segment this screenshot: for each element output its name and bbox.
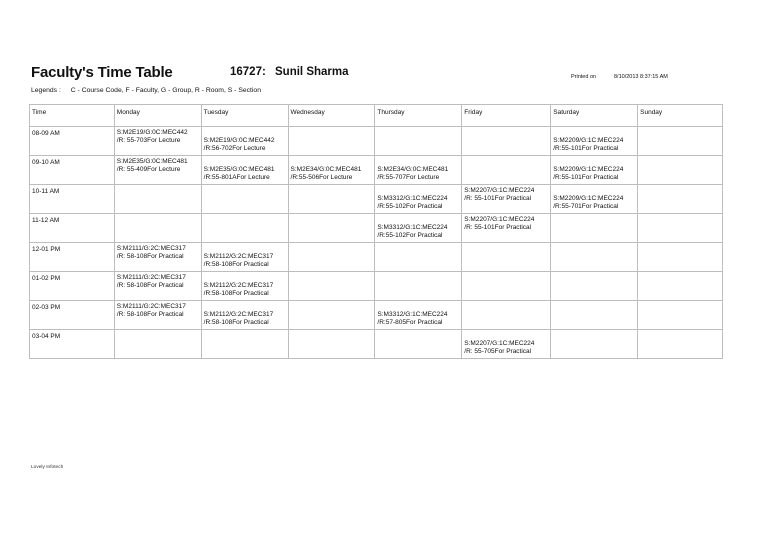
footer-text: Lovely Infotech xyxy=(31,465,64,470)
cell-friday xyxy=(462,127,551,156)
table-row xyxy=(30,272,723,301)
printed-on-value: 8/10/2013 8:37:15 AM xyxy=(614,74,668,80)
cell-tuesday xyxy=(201,272,288,301)
cell-friday xyxy=(462,330,551,359)
cell-wednesday xyxy=(288,301,375,330)
class-entry-line: S:M2E35/G:0C:MEC481 xyxy=(116,158,188,165)
cell-monday xyxy=(114,301,201,330)
cell-thursday xyxy=(375,243,462,272)
column-header-saturday: Saturday xyxy=(551,105,638,127)
class-entry-line: S:M2111/G:2C:MEC317 xyxy=(116,245,186,252)
cell-tuesday xyxy=(201,330,288,359)
faculty-name: Sunil Sharma xyxy=(275,66,349,78)
time-slot: 01-02 PM xyxy=(30,272,115,301)
legends-text: C - Course Code, F - Faculty, G - Group, R - Room, S - Section xyxy=(70,87,261,94)
cell-sunday xyxy=(638,330,723,359)
class-entry-line: /R:55-102For Practical xyxy=(377,232,443,240)
table-row xyxy=(30,301,723,330)
column-header-time: Time xyxy=(30,105,115,127)
cell-saturday xyxy=(551,127,638,156)
cell-monday xyxy=(114,127,201,156)
class-entry-line: S:M2E34/G:0C:MEC481 xyxy=(377,166,449,174)
cell-tuesday xyxy=(201,243,288,272)
cell-wednesday xyxy=(288,214,375,243)
class-entry-line xyxy=(377,216,459,224)
table-row xyxy=(30,330,723,359)
class-entry-line xyxy=(553,187,635,195)
class-entry-line: /R: 58-108For Practical xyxy=(116,282,184,290)
cell-wednesday xyxy=(288,127,375,156)
cell-saturday xyxy=(551,185,638,214)
cell-thursday xyxy=(375,156,462,185)
class-entry-line: S:M2112/G:2C:MEC317 xyxy=(203,311,274,319)
class-entry-line: /R:56-702For Lecture xyxy=(203,145,266,153)
time-slot: 12-01 PM xyxy=(30,243,115,272)
cell-friday xyxy=(462,272,551,301)
column-header-tuesday: Tuesday xyxy=(201,105,288,127)
class-entry-line: /R: 58-108For Practical xyxy=(116,311,184,319)
class-entry-line: S:M3312/G:1C:MEC224 xyxy=(377,311,448,319)
class-entry-line: /R:58-108For Practical xyxy=(203,319,269,327)
cell-thursday xyxy=(375,301,462,330)
class-entry-line: /R: 55-409For Lecture xyxy=(116,166,181,174)
class-entry-line: S:M2207/G:1C:MEC224 xyxy=(464,216,535,223)
time-slot: 03-04 PM xyxy=(30,330,115,359)
legends-label: Legends : xyxy=(31,87,61,94)
class-entry-line: S:M3312/G:1C:MEC224 xyxy=(377,224,448,232)
cell-friday xyxy=(462,214,551,243)
class-entry-line: S:M2111/G:2C:MEC317 xyxy=(116,274,186,281)
class-entry-line: S:M2E34/G:0C:MEC481 xyxy=(290,166,362,174)
class-entry-line xyxy=(204,274,286,282)
time-slot: 09-10 AM xyxy=(30,156,115,185)
cell-thursday xyxy=(375,127,462,156)
class-entry-line xyxy=(553,129,635,137)
class-entry-line: /R:55-801AFor Lecture xyxy=(203,174,270,182)
class-entry-line: S:M3312/G:1C:MEC224 xyxy=(377,195,448,203)
class-entry-line: /R: 55-705For Practical xyxy=(464,348,532,356)
cell-thursday xyxy=(375,214,462,243)
legends xyxy=(31,87,261,94)
cell-sunday xyxy=(638,127,723,156)
cell-wednesday xyxy=(288,156,375,185)
cell-sunday xyxy=(638,156,723,185)
class-entry-line: S:M2209/G:1C:MEC224 xyxy=(553,137,624,145)
column-header-wednesday: Wednesday xyxy=(288,105,375,127)
class-entry-line: /R: 58-108For Practical xyxy=(116,253,184,261)
cell-friday xyxy=(462,243,551,272)
header-row xyxy=(30,105,723,127)
cell-thursday xyxy=(375,330,462,359)
cell-saturday xyxy=(551,214,638,243)
class-entry-line: /R:55-102For Practical xyxy=(377,203,443,211)
table-row xyxy=(30,185,723,214)
faculty-heading xyxy=(230,66,349,78)
cell-sunday xyxy=(638,214,723,243)
cell-friday xyxy=(462,301,551,330)
class-entry-line xyxy=(377,187,459,195)
class-entry-line: /R: 55-101For Practical xyxy=(464,224,532,232)
timetable-body xyxy=(30,127,723,359)
class-entry-line xyxy=(377,158,459,166)
class-entry-line: /R:58-108For Practical xyxy=(203,290,269,298)
class-entry-line xyxy=(204,245,286,253)
class-entry-line: /R:55-101For Practical xyxy=(553,174,619,182)
cell-monday xyxy=(114,243,201,272)
cell-friday xyxy=(462,185,551,214)
cell-saturday xyxy=(551,156,638,185)
class-entry-line: S:M2E35/G:0C:MEC481 xyxy=(203,166,275,174)
cell-tuesday xyxy=(201,214,288,243)
cell-sunday xyxy=(638,185,723,214)
cell-wednesday xyxy=(288,272,375,301)
time-slot: 02-03 PM xyxy=(30,301,115,330)
class-entry-line xyxy=(204,129,286,137)
cell-sunday xyxy=(638,301,723,330)
class-entry-line: S:M2111/G:2C:MEC317 xyxy=(116,303,186,310)
class-entry-line xyxy=(553,158,635,166)
cell-sunday xyxy=(638,272,723,301)
cell-tuesday xyxy=(201,156,288,185)
class-entry-line: /R:55-701For Practical xyxy=(553,203,619,211)
cell-thursday xyxy=(375,272,462,301)
column-header-thursday: Thursday xyxy=(375,105,462,127)
cell-saturday xyxy=(551,272,638,301)
cell-friday xyxy=(462,156,551,185)
class-entry-line: S:M2209/G:1C:MEC224 xyxy=(553,166,624,174)
class-entry-line: S:M2E19/G:0C:MEC442 xyxy=(116,129,188,136)
cell-saturday xyxy=(551,330,638,359)
column-header-friday: Friday xyxy=(462,105,551,127)
timetable xyxy=(29,104,723,359)
class-entry-line xyxy=(204,303,286,311)
class-entry-line xyxy=(204,158,286,166)
class-entry-line: /R:55-707For Lecture xyxy=(377,174,440,182)
class-entry-line: /R:55-101For Practical xyxy=(553,145,619,153)
class-entry-line: S:M2209/G:1C:MEC224 xyxy=(553,195,624,203)
cell-thursday xyxy=(375,185,462,214)
cell-wednesday xyxy=(288,185,375,214)
table-row xyxy=(30,156,723,185)
time-slot: 10-11 AM xyxy=(30,185,115,214)
cell-wednesday xyxy=(288,243,375,272)
cell-saturday xyxy=(551,243,638,272)
class-entry-line: S:M2112/G:2C:MEC317 xyxy=(203,282,274,290)
table-row xyxy=(30,127,723,156)
column-header-monday: Monday xyxy=(114,105,201,127)
cell-monday xyxy=(114,214,201,243)
class-entry-line: S:M2E19/G:0C:MEC442 xyxy=(203,137,275,145)
timetable-header xyxy=(30,105,723,127)
page-title: Faculty's Time Table xyxy=(31,64,173,81)
cell-tuesday xyxy=(201,185,288,214)
printed-on-label: Printed on xyxy=(571,74,597,80)
cell-monday xyxy=(114,185,201,214)
class-entry-line: S:M2207/G:1C:MEC224 xyxy=(464,340,535,348)
cell-sunday xyxy=(638,243,723,272)
table-row xyxy=(30,243,723,272)
time-slot: 11-12 AM xyxy=(30,214,115,243)
cell-monday xyxy=(114,330,201,359)
class-entry-line xyxy=(377,303,459,311)
cell-tuesday xyxy=(201,127,288,156)
class-entry-line: S:M2207/G:1C:MEC224 xyxy=(464,187,535,194)
cell-monday xyxy=(114,156,201,185)
cell-wednesday xyxy=(288,330,375,359)
class-entry-line: S:M2112/G:2C:MEC317 xyxy=(203,253,274,261)
cell-saturday xyxy=(551,301,638,330)
class-entry-line: /R:55-506For Lecture xyxy=(290,174,353,182)
faculty-id: 16727: xyxy=(230,66,266,78)
table-row xyxy=(30,214,723,243)
class-entry-line xyxy=(464,332,548,340)
class-entry-line: /R:58-108For Practical xyxy=(203,261,269,269)
class-entry-line: /R: 55-703For Lecture xyxy=(116,137,181,145)
column-header-sunday: Sunday xyxy=(638,105,723,127)
class-entry-line: /R: 55-101For Practical xyxy=(464,195,532,203)
class-entry-line: /R:57-805For Practical xyxy=(377,319,443,327)
cell-monday xyxy=(114,272,201,301)
cell-tuesday xyxy=(201,301,288,330)
time-slot: 08-09 AM xyxy=(30,127,115,156)
class-entry-line xyxy=(291,158,373,166)
